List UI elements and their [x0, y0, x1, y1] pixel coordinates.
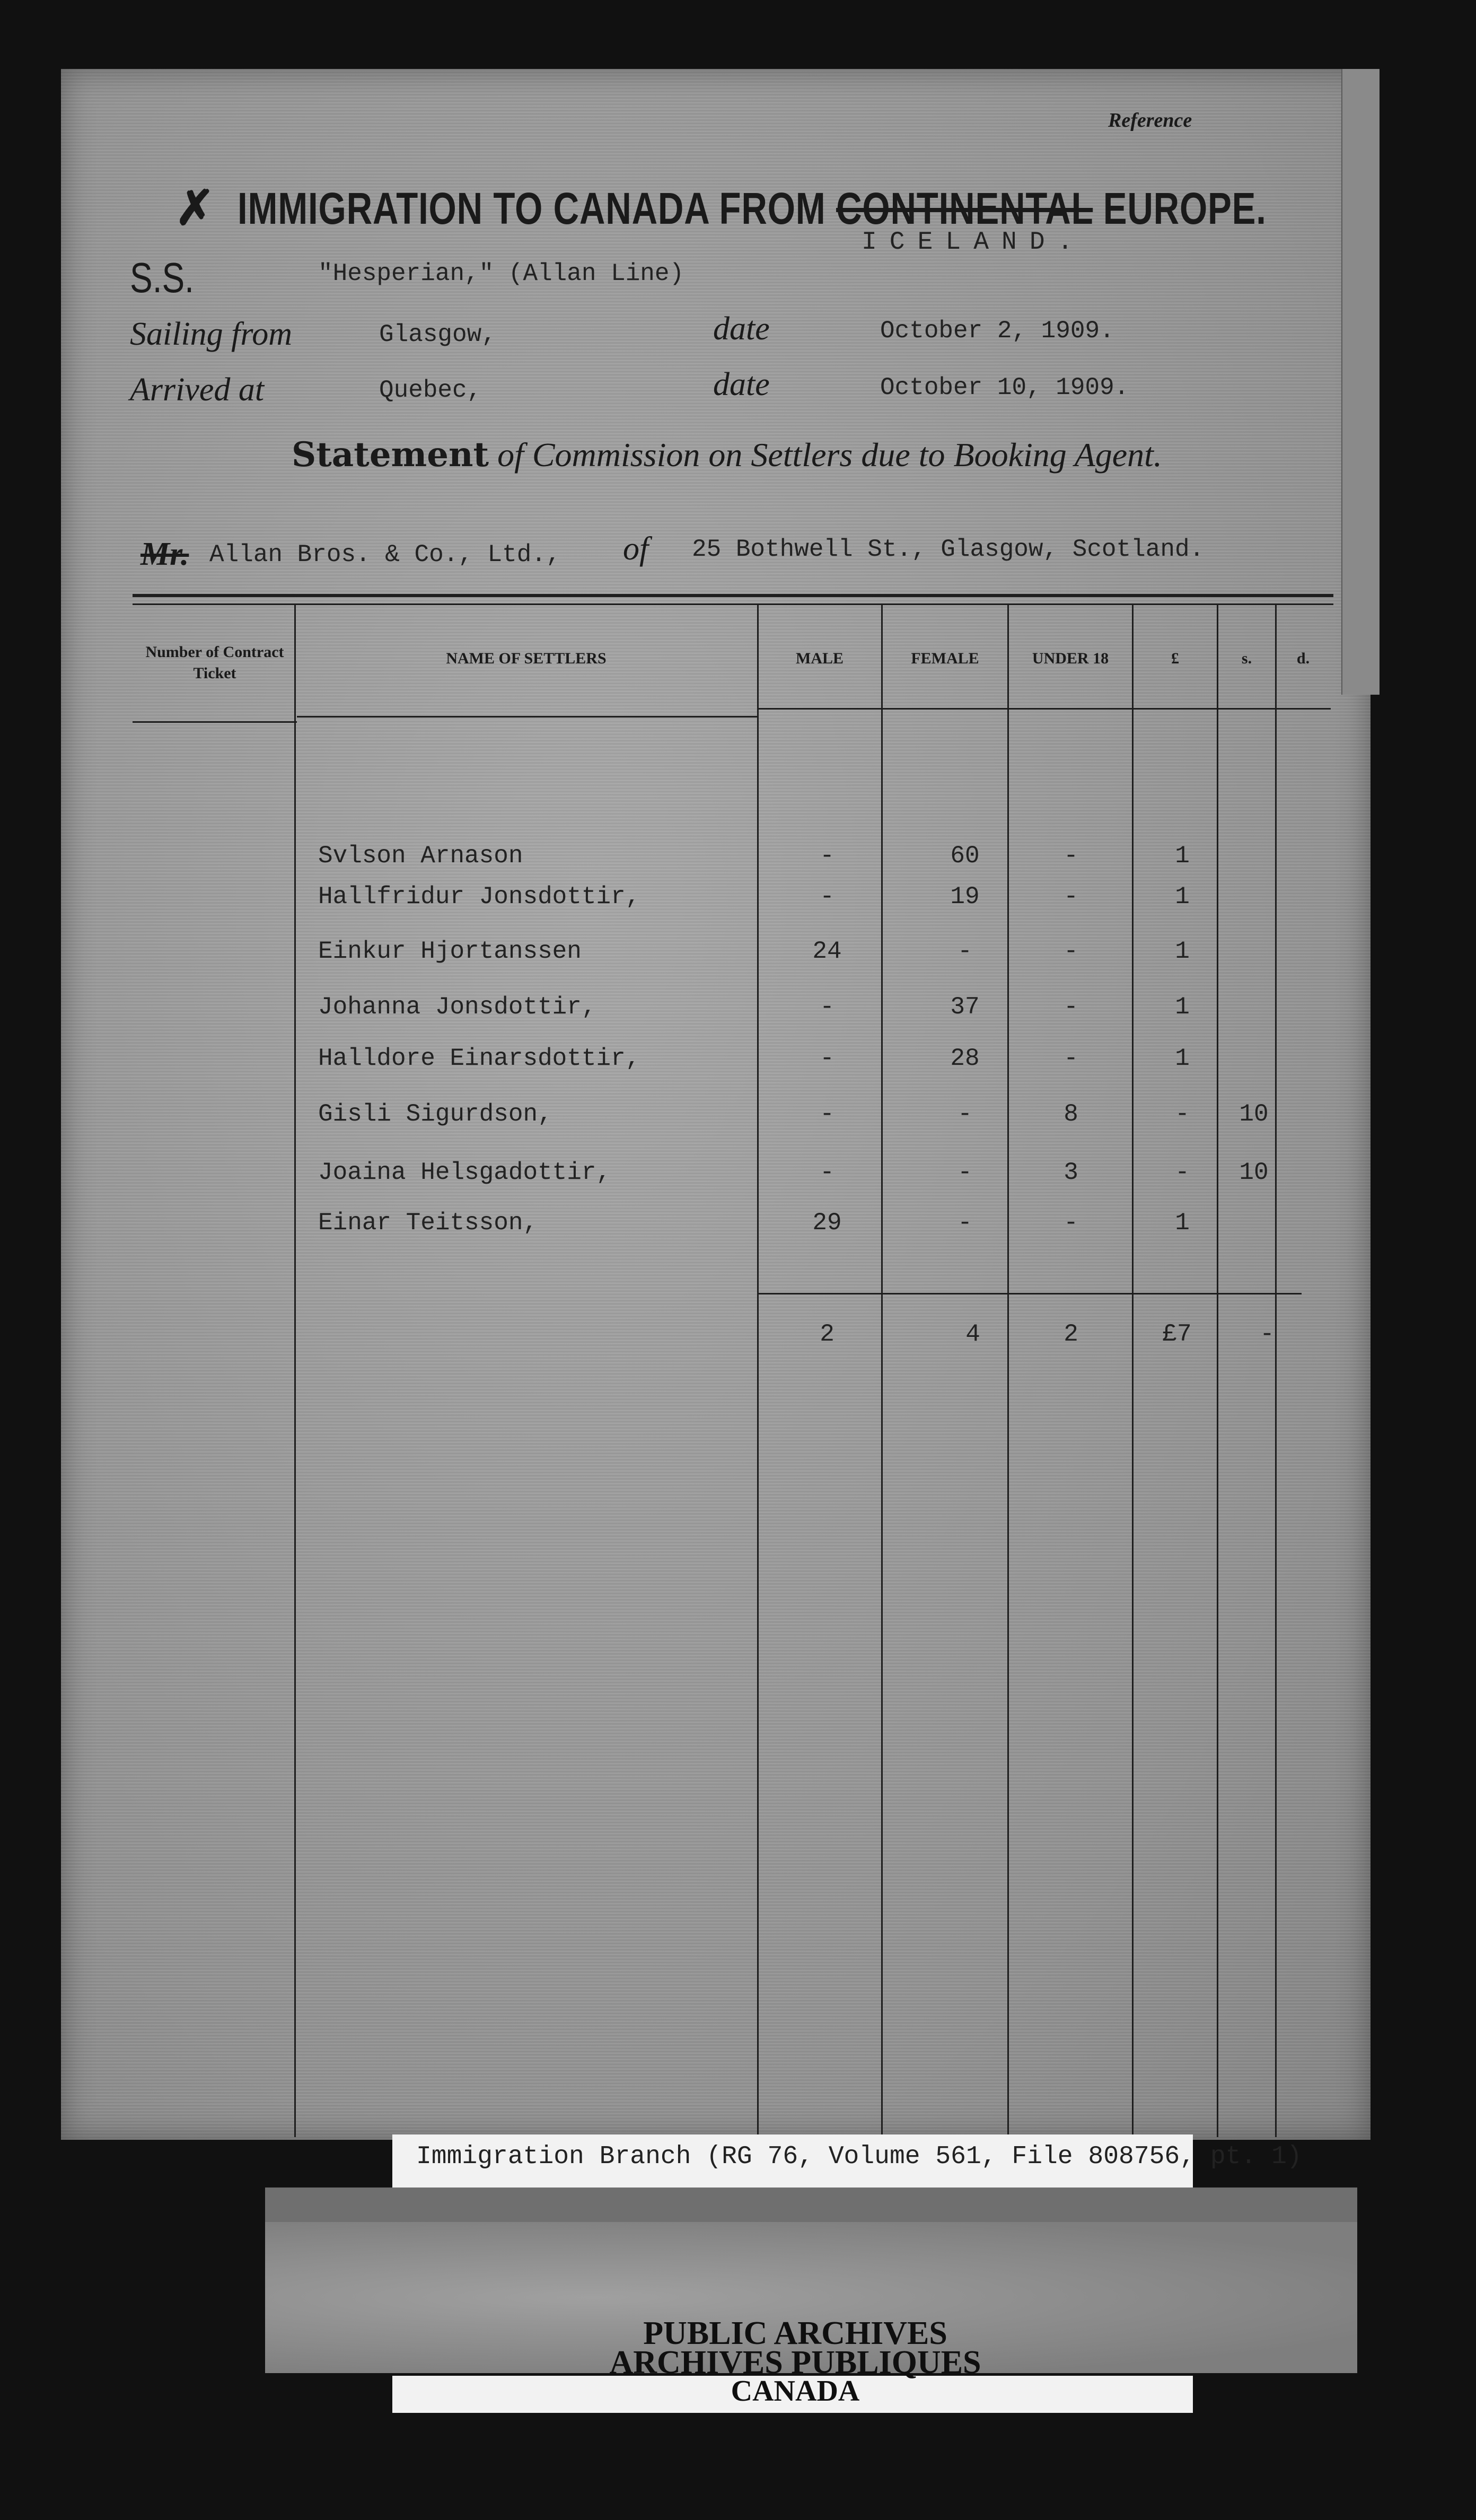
header-name: NAME OF SETTLERS	[446, 650, 607, 667]
totals-rule	[758, 1293, 1302, 1294]
sailing-place: Glasgow,	[379, 321, 496, 348]
statement-rest: of Commission on Settlers due to Booking Agent.	[497, 436, 1162, 474]
archive-stamp-top	[265, 2188, 1357, 2225]
settler-name: Svlson Arnason	[318, 842, 523, 870]
settler-pounds: 1	[1175, 842, 1190, 870]
sheet-edge	[1341, 69, 1380, 695]
settler-male: -	[820, 883, 834, 911]
total-shillings: -	[1260, 1320, 1275, 1348]
total-female: 4	[965, 1320, 980, 1348]
agent-name: Allan Bros. & Co., Ltd.,	[209, 541, 561, 568]
settler-under-18: -	[1064, 883, 1078, 911]
heading-suffix: EUROPE.	[1103, 183, 1267, 233]
settler-pounds: 1	[1175, 993, 1190, 1021]
settler-name: Halldore Einarsdottir,	[318, 1045, 640, 1072]
settler-under-18: 8	[1064, 1100, 1078, 1128]
ticket-header-rule	[133, 721, 297, 723]
settler-shillings: 10	[1239, 1100, 1269, 1128]
settler-pounds: 1	[1175, 1045, 1190, 1072]
settler-name: Einar Teitsson,	[318, 1209, 538, 1237]
settler-pounds: 1	[1175, 883, 1190, 911]
sailing-date: October 2, 1909.	[880, 317, 1114, 345]
total-under-18: 2	[1064, 1320, 1078, 1348]
settler-pounds: 1	[1175, 1209, 1190, 1237]
header-under-18: UNDER 18	[1032, 650, 1109, 667]
settler-female: -	[957, 1100, 972, 1128]
settler-name: Johanna Jonsdottir,	[318, 993, 596, 1021]
name-header-rule	[297, 716, 758, 718]
header-pounds: £	[1171, 650, 1179, 667]
table-top-rule	[133, 594, 1333, 597]
header-female: FEMALE	[911, 650, 979, 667]
settler-male: -	[820, 842, 834, 870]
archive-stamp-line-2: ARCHIVES PUBLIQUES	[609, 2344, 981, 2381]
settler-shillings: 10	[1239, 1159, 1269, 1186]
col-divider	[1007, 605, 1009, 2137]
settler-female: 37	[950, 993, 980, 1021]
total-male: 2	[820, 1320, 834, 1348]
settler-under-18: -	[1064, 993, 1078, 1021]
settler-female: -	[957, 1209, 972, 1237]
settler-name: Gisli Sigurdson,	[318, 1100, 552, 1128]
arrival-label: Arrived at	[130, 372, 265, 408]
col-divider	[1275, 605, 1277, 2137]
agent-prefix: Mr.	[140, 536, 189, 572]
settler-pounds: 1	[1175, 938, 1190, 965]
heading-insert: ICELAND.	[862, 228, 1086, 257]
settler-female: 60	[950, 842, 980, 870]
settler-female: 28	[950, 1045, 980, 1072]
settler-female: 19	[950, 883, 980, 911]
settler-under-18: -	[1064, 1045, 1078, 1072]
settler-male: 24	[812, 938, 842, 965]
settler-pounds: -	[1175, 1100, 1190, 1128]
header-shillings: s.	[1241, 650, 1252, 667]
sailing-date-label: date	[713, 311, 770, 347]
reference-label: Reference	[1108, 109, 1192, 132]
agent-of: of	[623, 531, 649, 567]
settler-male: -	[820, 993, 834, 1021]
ship-label: S.S.	[130, 254, 194, 301]
arrival-date-label: date	[713, 366, 770, 402]
header-contract-ticket: Number of Contract Ticket	[145, 643, 284, 682]
settler-name: Hallfridur Jonsdottir,	[318, 883, 640, 911]
statement-bold: Statement	[292, 435, 489, 475]
header-pence: d.	[1296, 650, 1310, 667]
settler-pounds: -	[1175, 1159, 1190, 1186]
table-top-rule-thin	[133, 603, 1333, 605]
settler-under-18: 3	[1064, 1159, 1078, 1186]
settler-name: Einkur Hjortanssen	[318, 938, 582, 965]
settler-male: -	[820, 1159, 834, 1186]
settler-under-18: -	[1064, 842, 1078, 870]
form-heading	[238, 183, 1267, 234]
col-divider	[1132, 605, 1134, 2137]
total-pounds: £7	[1162, 1320, 1192, 1348]
agent-address: 25 Bothwell St., Glasgow, Scotland.	[692, 536, 1205, 563]
arrival-date: October 10, 1909.	[880, 374, 1129, 401]
settler-under-18: -	[1064, 938, 1078, 965]
settler-female: -	[957, 1159, 972, 1186]
arrival-place: Quebec,	[379, 377, 482, 404]
col-divider	[294, 605, 296, 2137]
archive-reference-label: Immigration Branch (RG 76, Volume 561, File 808756, pt. 1)	[416, 2142, 1302, 2171]
archive-stamp-line-3: CANADA	[731, 2375, 860, 2408]
settler-male: -	[820, 1100, 834, 1128]
heading-struck-word: CONTINENTAL	[836, 183, 1093, 233]
col-divider	[757, 605, 759, 2137]
settler-male: 29	[812, 1209, 842, 1237]
heading-prefix: IMMIGRATION TO CANADA FROM	[238, 183, 826, 233]
numbers-header-rule	[758, 708, 1331, 710]
header-male: MALE	[796, 650, 844, 667]
statement-title	[292, 435, 1162, 475]
settler-female: -	[957, 938, 972, 965]
col-divider	[881, 605, 883, 2137]
archive-stamp-line-1: PUBLIC ARCHIVES	[643, 2315, 947, 2351]
col-divider	[1217, 605, 1218, 2137]
handwritten-mark: ✗	[175, 182, 215, 235]
sailing-label: Sailing from	[130, 316, 293, 352]
settler-name: Joaina Helsgadottir,	[318, 1159, 611, 1186]
settler-under-18: -	[1064, 1209, 1078, 1237]
ship-name: "Hesperian," (Allan Line)	[318, 260, 684, 287]
settler-male: -	[820, 1045, 834, 1072]
